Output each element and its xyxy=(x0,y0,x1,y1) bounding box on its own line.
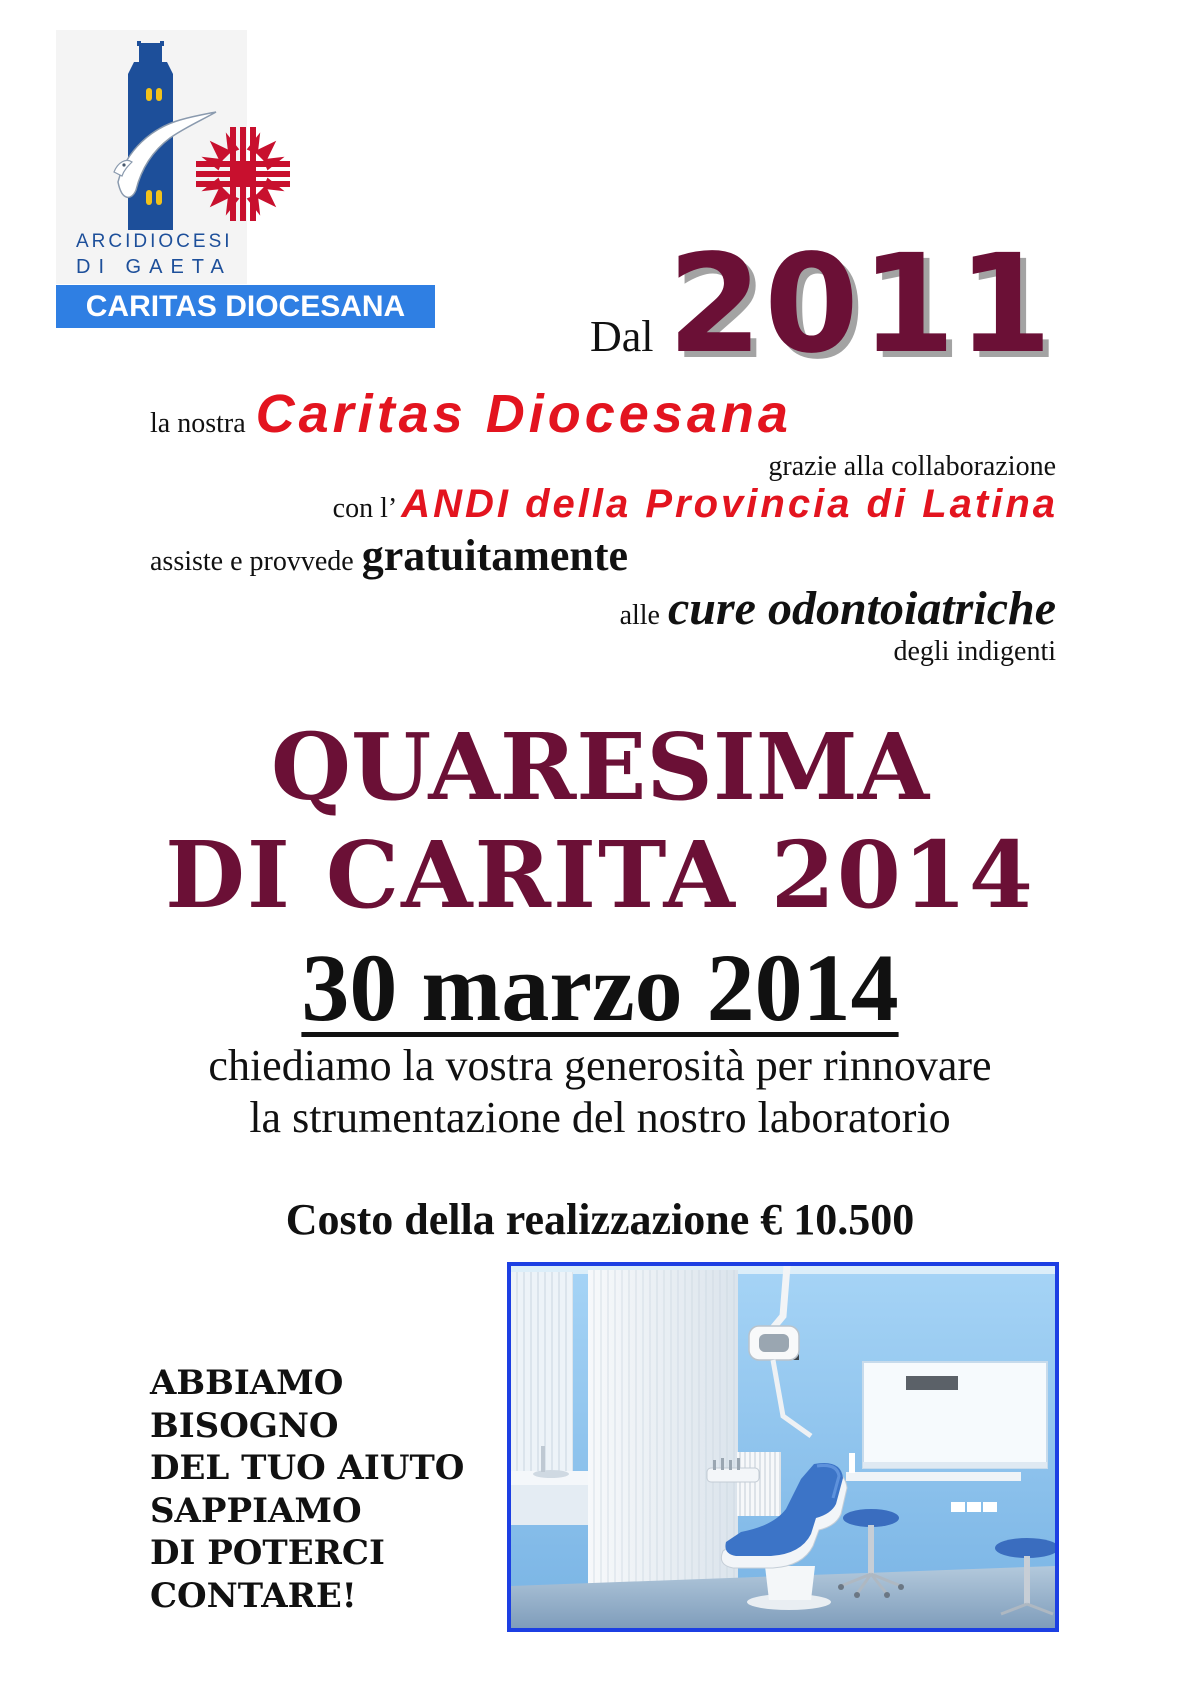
campaign-title-line-2: DI CARITA 2014 xyxy=(165,821,1035,929)
closing-line: DEL TUO AIUTO xyxy=(150,1448,465,1488)
wall-outlets xyxy=(951,1502,997,1512)
intro-line-3-prefix: con l’ xyxy=(332,493,398,524)
intro-line-1-prefix: la nostra xyxy=(150,408,246,439)
closing-line: BISOGNO xyxy=(150,1405,339,1446)
heading xyxy=(590,226,1055,384)
campaign-title-line-1: QUARESIMA xyxy=(270,713,930,821)
intro-line-6: degli indigenti xyxy=(893,636,1056,667)
caritas-cross-icon xyxy=(196,127,290,221)
intro-line-5-prefix: alle xyxy=(619,600,660,631)
campaign-cost: Costo della realizzazione € 10.500 xyxy=(285,1195,915,1244)
campaign-appeal-line-2: la strumentazione del nostro laboratorio xyxy=(249,1093,951,1142)
campaign-appeal-line-1: chiediamo la vostra generosità per rinnovare xyxy=(208,1041,992,1090)
logo-diocese-name: ARCIDIOCESI xyxy=(76,231,233,252)
closing-message xyxy=(150,1362,464,1617)
closing-line: DI POTERCI xyxy=(150,1533,385,1573)
closing-line: SAPPIAMO xyxy=(150,1490,362,1531)
intro-line-2: grazie alla collaborazione xyxy=(768,451,1056,482)
intro-line-4-prefix: assiste e provvede xyxy=(150,546,354,577)
intro-line-1-highlight: Caritas Diocesana xyxy=(255,384,792,444)
heading-dal: Dal xyxy=(590,312,654,361)
campaign-date: 30 marzo 2014 xyxy=(301,934,899,1041)
caritas-logo xyxy=(56,30,306,230)
closing-line: CONTARE! xyxy=(150,1575,357,1616)
right-counter xyxy=(846,1472,1021,1481)
light-box xyxy=(863,1362,1047,1468)
dental-office-photo xyxy=(507,1262,1059,1632)
logo-banner-text: CARITAS DIOCESANA xyxy=(85,290,406,323)
intro-line-5-highlight: cure odontoiatriche xyxy=(667,582,1056,635)
intro-line-3 xyxy=(333,484,1058,529)
closing-line: ABBIAMO xyxy=(150,1363,344,1403)
intro-line-1 xyxy=(150,384,792,451)
intro-line-5 xyxy=(619,582,1056,640)
radiator xyxy=(737,1452,781,1516)
heading-year: 2011 xyxy=(667,226,1055,384)
intro-line-4 xyxy=(150,531,629,584)
dental-office-illustration xyxy=(511,1266,1055,1628)
intro-line-3-highlight: ANDI della Provincia di Latina xyxy=(401,482,1058,526)
logo-diocese-city: DI GAETA xyxy=(76,256,232,278)
intro-line-4-highlight: gratuitamente xyxy=(361,531,629,580)
logo-banner xyxy=(56,285,435,328)
vertical-blind xyxy=(588,1270,738,1590)
